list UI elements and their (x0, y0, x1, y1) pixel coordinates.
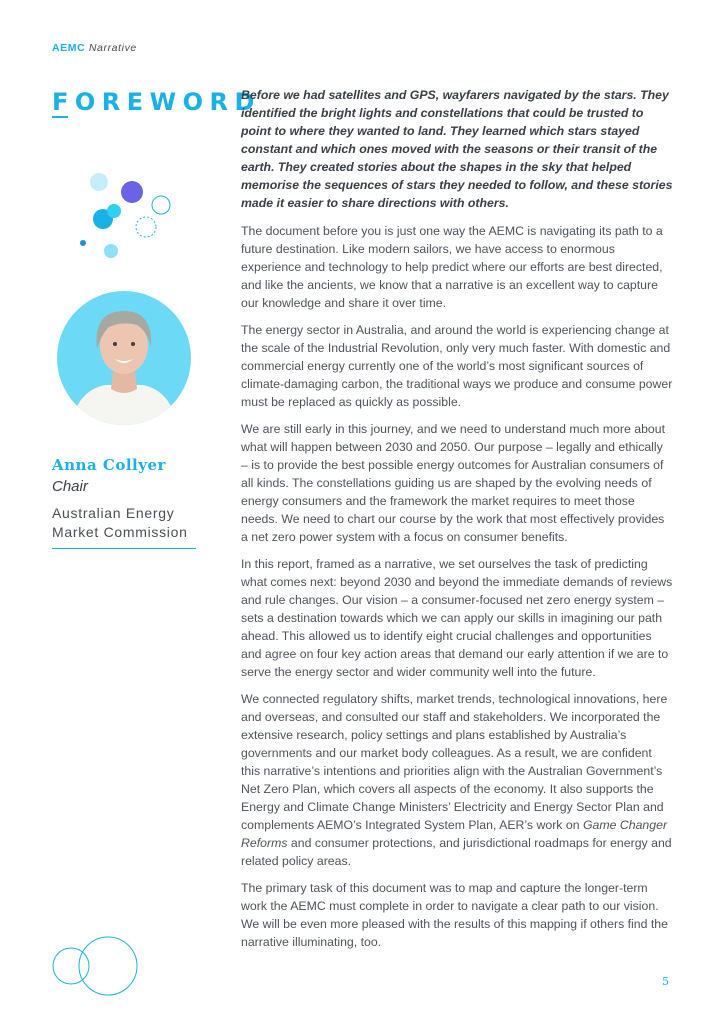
body-paragraph: The document before you is just one way the AEMC is navigating its path to a future destination. Like modern sailors, we have access to enormous experience and technology to help predict where our efforts are best directed, and like the ancients, we know that a narrative is an excellent way to capture our knowledge and share it over time. (241, 224, 663, 310)
body-paragraph (241, 690, 673, 870)
decorative-dots-graphic (70, 165, 180, 260)
author-name: Anna Collyer (52, 456, 166, 474)
signature-underline (52, 548, 196, 549)
header-section: Narrative (88, 42, 137, 54)
dot-purple (121, 181, 143, 203)
author-portrait (57, 291, 191, 425)
author-role: Chair (52, 478, 88, 495)
body-paragraph: In this report, framed as a narrative, we set ourselves the task of predicting what comes next: beyond 2030 and beyond the immediate demands of reviews and rule changes. Our vision – a consumer-focused net zero energy system – sets a destination towards which we can apply our skills in imagining our path ahead. This allowed us to identify eight crucial challenges and opportunities and agree on four key action areas that demand our early attention if we are to serve the energy sector and wider community well into the future. (241, 557, 673, 679)
dot-light-large (90, 173, 108, 191)
dot-cyan (107, 204, 121, 218)
author-organisation: Australian Energy Market Commission (52, 505, 188, 540)
paragraph-text: We connected regulatory shifts, market trends, technological innovations, here and overseas, and consulted our staff and stakeholders. We incorporated the extensive research, policy settings and plans established by Australia’s governments and our market body colleagues. As a result, we are confident this narrative’s intentions and priorities align with the Australian Government’s Net Zero Plan, which covers all aspects of the economy. It also supports the Energy and Climate Change Ministers’ Electricity and Energy Sector Plan and complements AEMO’s Integrated System Plan, AER’s work on (241, 692, 668, 832)
page-title: FOREWORD (52, 88, 261, 116)
dot-outline (152, 196, 170, 214)
body-paragraph: The primary task of this document was to map and capture the longer-term work the AEMC must complete in order to navigate a clear path to our vision. We will be even more pleased with the results of this mapping if others find the narrative illuminating, too. (241, 881, 668, 949)
publication-title: Game Changer Reforms (241, 818, 668, 850)
intro-paragraph: Before we had satellites and GPS, wayfarers navigated by the stars. They identified the bright lights and constellations that could be trusted to point to where they wanted to land. They learned which stars stayed constant and which ones moved with the seasons or their transit of the earth. They created stories about the shapes in the sky that helped memorise the sequences of stars they needed to follow, and these stories made it easier to share directions with others. (241, 88, 673, 210)
running-header (52, 42, 137, 54)
decorative-circles-graphic (48, 932, 143, 997)
dot-light-cyan (104, 244, 118, 258)
body-paragraph: We are still early in this journey, and we need to understand much more about what will happen between 2030 and 2050. Our purpose – legally and ethically – is to provide the best possible energy outcomes for Australian consumers of all kinds. The constellations guiding us are shaped by the evolving needs of energy consumers and the framework the market requires to meet those needs. We need to chart our course by the work that most effectively provides a net zero power system with a focus on consumer benefits. (241, 422, 666, 544)
title-underline (52, 116, 68, 118)
dot-dashed (136, 217, 156, 237)
body-paragraph: The energy sector in Australia, and around the world is experiencing change at the scale of the Industrial Revolution, only very much faster. With domestic and commercial energy currently one of the world’s most significant sources of climate-damaging carbon, the traditional ways we produce and consume power must be replaced as quickly as possible. (241, 323, 673, 409)
foreword-body (241, 86, 673, 960)
paragraph-text: and consumer protections, and jurisdictional roadmaps for energy and related policy areas. (241, 836, 672, 868)
dot-small-blue (80, 240, 86, 246)
page-number: 5 (662, 975, 669, 988)
header-brand: AEMC (52, 42, 86, 54)
